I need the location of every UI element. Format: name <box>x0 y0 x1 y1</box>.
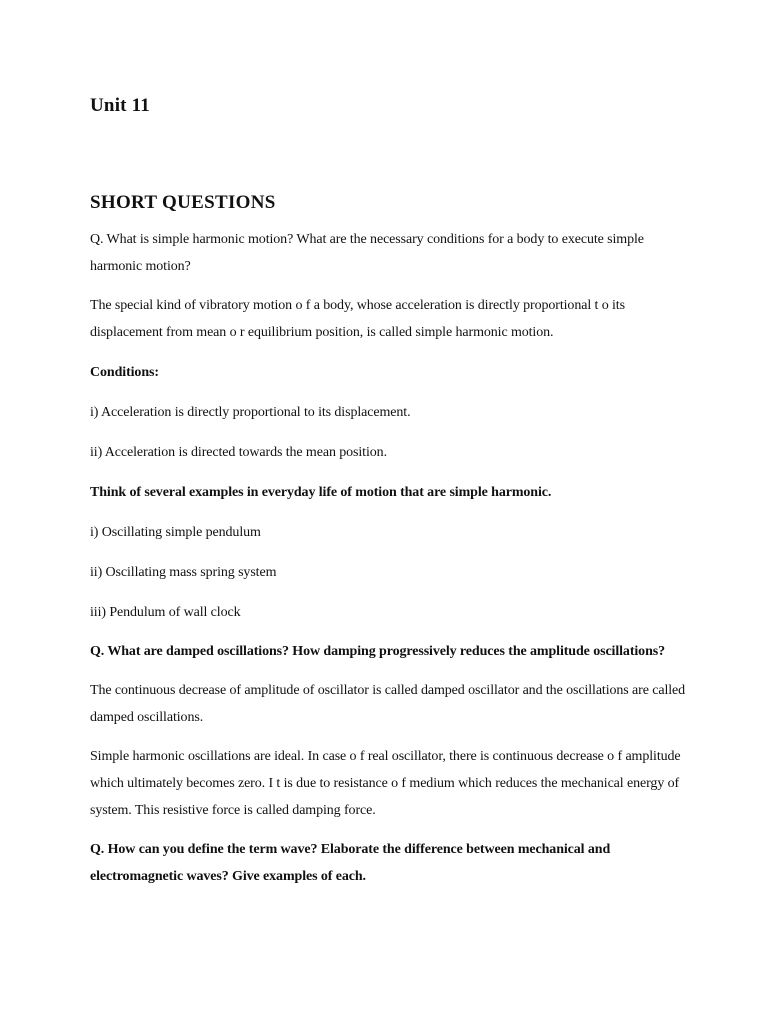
unit-title: Unit 11 <box>90 95 150 116</box>
answer-damped-explanation: Simple harmonic oscillations are ideal. In case o f real oscillator, there is continuous decrease o f amplitude which ultimately becomes zero. I t is due to resistance o f medium which reduces the mechanical energy of system. This resistive force is called damping force. <box>90 749 681 818</box>
conditions-heading: Conditions: <box>90 365 159 380</box>
question-waves: Q. How can you define the term wave? Elaborate the difference between mechanical and electromagnetic waves? Give examples of each. <box>90 842 611 884</box>
question-shm: Q. What is simple harmonic motion? What are the necessary conditions for a body to execute simple harmonic motion? <box>90 232 644 274</box>
answer-damped-definition: The continuous decrease of amplitude of oscillator is called damped oscillator and the oscillations are called damped oscillations. <box>90 683 686 725</box>
answer-shm-definition: The special kind of vibratory motion o f a body, whose acceleration is directly proportional t o its displacement from mean o r equilibrium position, is called simple harmonic motion. <box>90 298 625 340</box>
condition-item: ii) Acceleration is directed towards the mean position. <box>90 445 387 460</box>
example-item: iii) Pendulum of wall clock <box>90 605 241 620</box>
question-damped-oscillations: Q. What are damped oscillations? How damping progressively reduces the amplitude oscillations? <box>90 644 666 659</box>
section-title: SHORT QUESTIONS <box>90 192 276 213</box>
example-item: i) Oscillating simple pendulum <box>90 525 261 540</box>
question-examples: Think of several examples in everyday life of motion that are simple harmonic. <box>90 485 552 500</box>
condition-item: i) Acceleration is directly proportional to its displacement. <box>90 405 411 420</box>
example-item: ii) Oscillating mass spring system <box>90 565 277 580</box>
document-content <box>90 94 690 890</box>
